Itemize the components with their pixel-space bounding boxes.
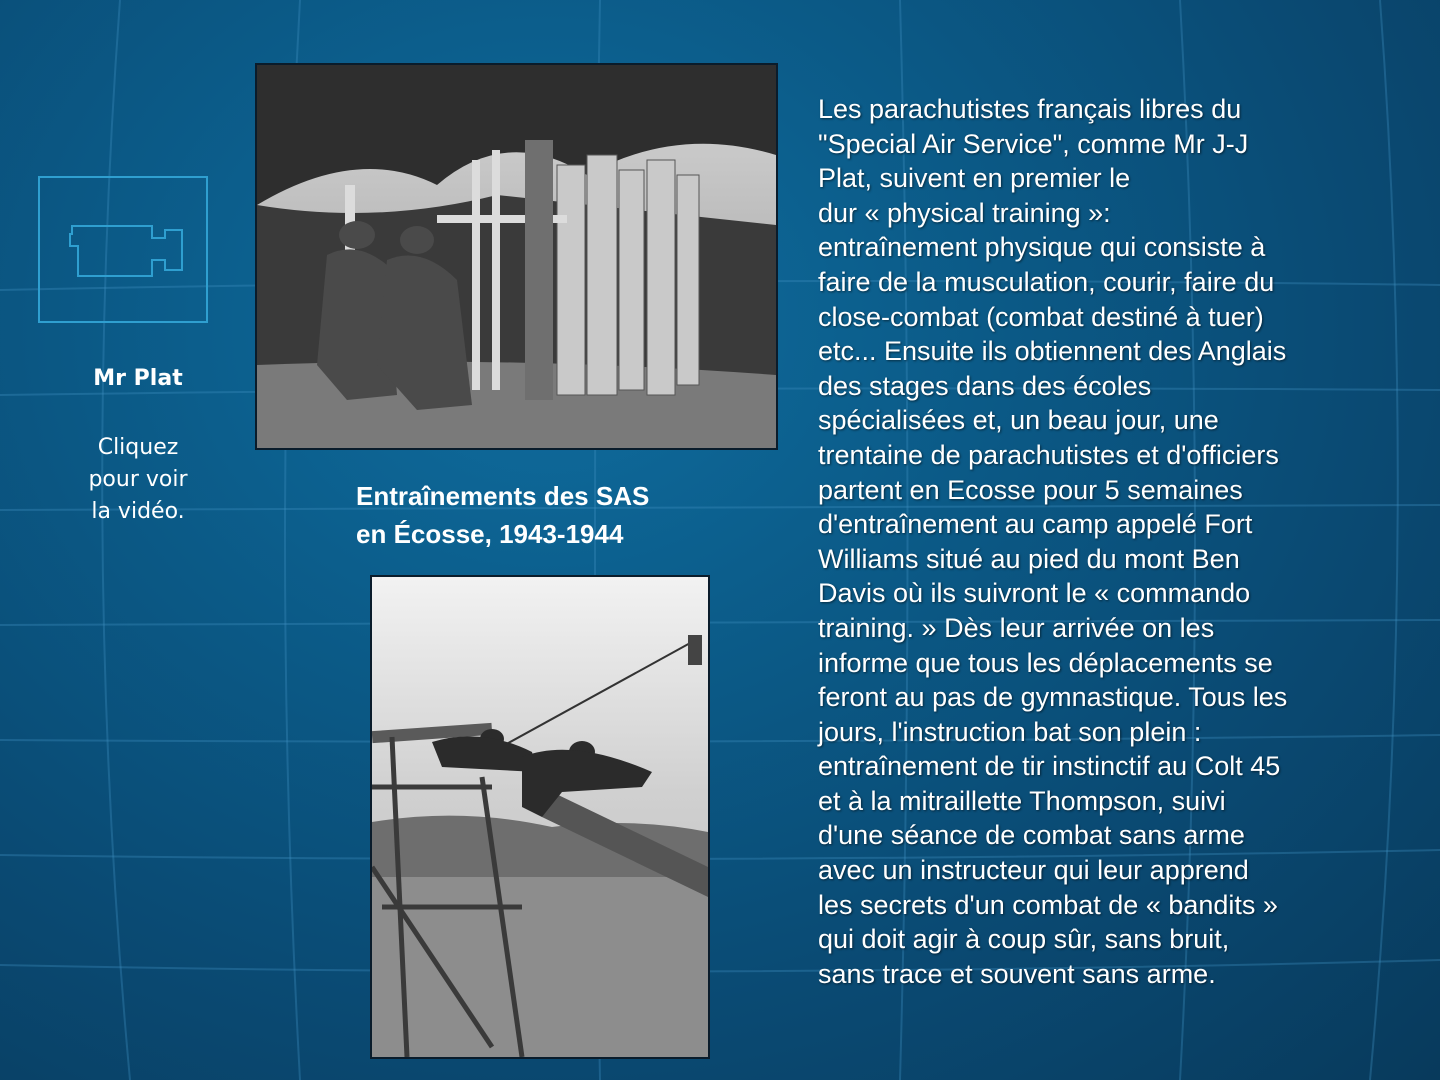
fence-training-photo	[255, 63, 778, 450]
photo-caption: Entraînements des SAS en Écosse, 1943-1944	[356, 481, 650, 549]
log-obstacle-photo	[370, 575, 710, 1059]
movie-camera-icon	[40, 178, 210, 325]
video-hint-text[interactable]: Cliquez pour voir la vidéo.	[88, 435, 188, 524]
video-button[interactable]	[38, 176, 208, 323]
body-text: Les parachutistes français libres du "Special Air Service", comme Mr J-J Plat, suivent en premier le dur « physical training »: entraînement physique qui consiste à faire de la musculation, courir, faire du close-combat (combat destiné à tuer) etc... Ensuite ils obtiennent des Anglais des stages dans des écoles spécialisées et, un beau jour, une trentaine de parachutistes et d'officiers partent en Ecosse pour 5 semaines d'entraînement au camp appelé Fort Williams situé au pied du mont Ben Davis où ils suivront le « commando training. » Dès leur arrivée on les informe que tous les déplacements se feront au pas de gymnastique. Tous les jours, l'instruction bat son plein : entraînement de tir instinctif au Colt 45 et à la mitraillette Thompson, suivi d'une séance de combat sans arme avec un instructeur qui leur apprend les secrets d'un combat de « bandits » qui doit agir à coup sûr, sans bruit, sans trace et souvent sans arme.	[818, 94, 1288, 989]
speaker-name: Mr Plat	[93, 366, 183, 391]
